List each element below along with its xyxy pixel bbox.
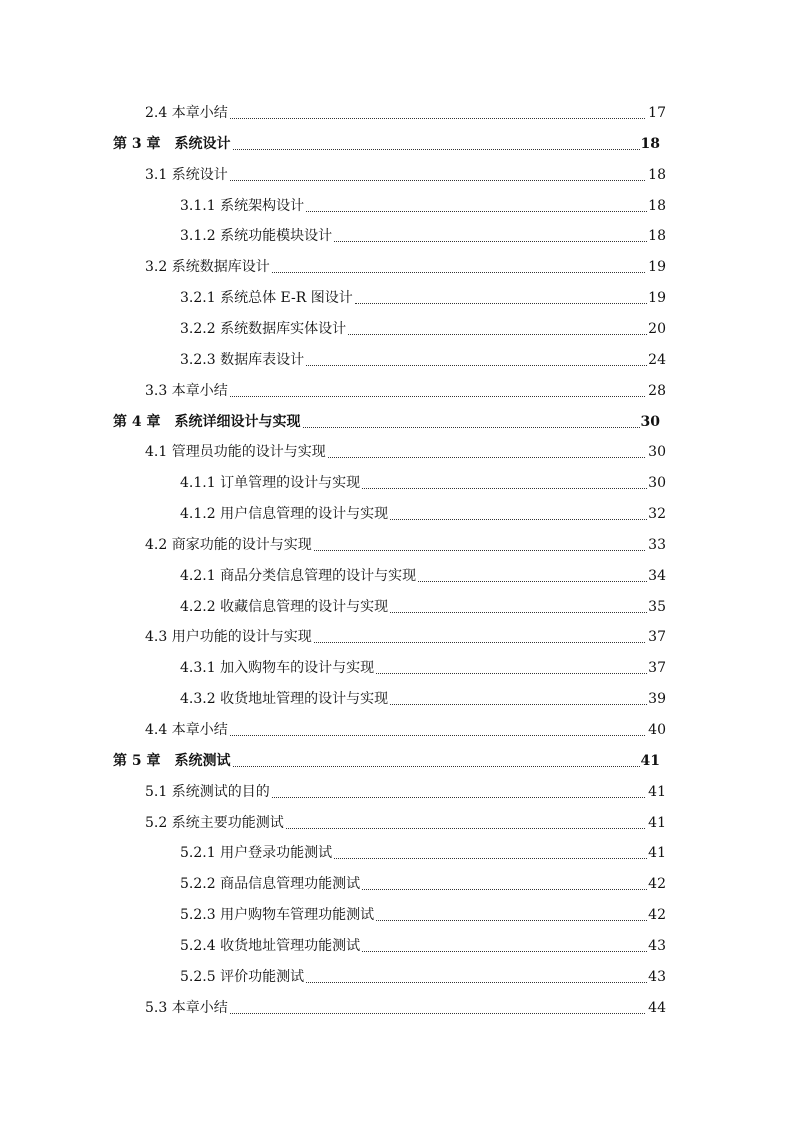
toc-entry-title: 5.2.2 商品信息管理功能测试 <box>180 876 361 892</box>
toc-page-number: 30 <box>648 444 666 460</box>
toc-page-number: 39 <box>648 691 666 707</box>
toc-dot-leader <box>314 642 645 643</box>
toc-entry-title: 4.2.1 商品分类信息管理的设计与实现 <box>180 568 417 584</box>
toc-page-number: 43 <box>648 969 666 985</box>
toc-dot-leader <box>272 272 645 273</box>
toc-page-number: 37 <box>648 629 666 645</box>
toc-section-row[interactable] <box>180 966 666 988</box>
toc-dot-leader <box>230 118 645 119</box>
toc-section-row[interactable] <box>180 225 666 247</box>
toc-dot-leader <box>328 457 645 458</box>
toc-dot-leader <box>314 550 645 551</box>
toc-dot-leader <box>306 365 647 366</box>
toc-page-number: 19 <box>648 290 666 306</box>
toc-chapter-row[interactable] <box>113 750 660 772</box>
toc-section-row[interactable] <box>180 287 666 309</box>
toc-page-number: 24 <box>648 352 666 368</box>
toc-page-number: 18 <box>648 228 666 244</box>
toc-page-number: 18 <box>640 136 660 152</box>
toc-dot-leader <box>230 396 645 397</box>
toc-section-row[interactable] <box>145 256 666 278</box>
toc-entry-title: 5.2.1 用户登录功能测试 <box>180 845 333 861</box>
toc-dot-leader <box>348 334 647 335</box>
toc-entry-title: 3.1 系统设计 <box>145 167 228 183</box>
toc-section-row[interactable] <box>145 534 666 556</box>
toc-page-number: 34 <box>648 568 666 584</box>
toc-dot-leader <box>303 427 640 428</box>
toc-entry-title: 5.2.4 收货地址管理功能测试 <box>180 938 361 954</box>
toc-page-number: 41 <box>648 784 666 800</box>
toc-entry-title: 5.2.5 评价功能测试 <box>180 969 305 985</box>
toc-page-number: 40 <box>648 722 666 738</box>
toc-dot-leader <box>362 889 647 890</box>
toc-chapter-row[interactable] <box>113 133 660 155</box>
toc-section-row[interactable] <box>180 842 666 864</box>
toc-section-row[interactable] <box>180 873 666 895</box>
toc-section-row[interactable] <box>145 997 666 1019</box>
toc-entry-title: 4.1.1 订单管理的设计与实现 <box>180 475 361 491</box>
toc-page-number: 28 <box>648 383 666 399</box>
toc-dot-leader <box>390 519 647 520</box>
toc-page-number: 41 <box>648 845 666 861</box>
toc-section-row[interactable] <box>145 719 666 741</box>
toc-entry-title: 5.1 系统测试的目的 <box>145 784 270 800</box>
toc-page-number: 37 <box>648 660 666 676</box>
toc-entry-title: 4.1 管理员功能的设计与实现 <box>145 444 326 460</box>
toc-section-row[interactable] <box>145 626 666 648</box>
toc-page-number: 42 <box>648 876 666 892</box>
toc-section-row[interactable] <box>180 657 666 679</box>
toc-chapter-row[interactable] <box>113 411 660 433</box>
toc-entry-title: 4.4 本章小结 <box>145 722 228 738</box>
toc-section-row[interactable] <box>180 195 666 217</box>
toc-entry-title: 2.4 本章小结 <box>145 105 228 121</box>
toc-section-row[interactable] <box>145 441 666 463</box>
toc-entry-title: 5.3 本章小结 <box>145 1000 228 1016</box>
toc-dot-leader <box>230 735 645 736</box>
toc-section-row[interactable] <box>145 812 666 834</box>
toc-section-row[interactable] <box>180 596 666 618</box>
toc-page-number: 30 <box>648 475 666 491</box>
toc-section-row[interactable] <box>180 565 666 587</box>
toc-entry-title: 第 3 章 系统设计 <box>113 136 231 152</box>
toc-section-row[interactable] <box>145 164 666 186</box>
toc-page-number: 18 <box>648 167 666 183</box>
toc-entry-title: 4.3.2 收货地址管理的设计与实现 <box>180 691 389 707</box>
toc-dot-leader <box>362 951 647 952</box>
toc-dot-leader <box>390 612 647 613</box>
toc-entry-title: 3.1.1 系统架构设计 <box>180 198 305 214</box>
toc-entry-title: 3.2.1 系统总体 E-R 图设计 <box>180 290 353 306</box>
toc-page-number: 41 <box>640 753 660 769</box>
toc-entry-title: 4.1.2 用户信息管理的设计与实现 <box>180 506 389 522</box>
toc-page-number: 18 <box>648 198 666 214</box>
toc-page-number: 32 <box>648 506 666 522</box>
toc-dot-leader <box>376 673 647 674</box>
toc-dot-leader <box>390 704 647 705</box>
toc-entry-title: 4.2 商家功能的设计与实现 <box>145 537 312 553</box>
toc-entry-title: 3.2 系统数据库设计 <box>145 259 270 275</box>
toc-page-number: 19 <box>648 259 666 275</box>
toc-section-row[interactable] <box>180 349 666 371</box>
toc-section-row[interactable] <box>180 688 666 710</box>
toc-dot-leader <box>355 303 647 304</box>
toc-section-row[interactable] <box>145 781 666 803</box>
toc-section-row[interactable] <box>180 503 666 525</box>
toc-page-number: 35 <box>648 599 666 615</box>
toc-section-row[interactable] <box>145 102 666 124</box>
toc-entry-title: 3.3 本章小结 <box>145 383 228 399</box>
toc-page-number: 41 <box>648 815 666 831</box>
toc-dot-leader <box>362 488 647 489</box>
toc-section-row[interactable] <box>145 380 666 402</box>
toc-dot-leader <box>306 982 647 983</box>
toc-entry-title: 5.2.3 用户购物车管理功能测试 <box>180 907 375 923</box>
toc-page-number: 43 <box>648 938 666 954</box>
toc-dot-leader <box>286 828 645 829</box>
toc-entry-title: 4.3 用户功能的设计与实现 <box>145 629 312 645</box>
toc-dot-leader <box>418 581 647 582</box>
toc-page-number: 30 <box>640 414 660 430</box>
toc-page-number: 20 <box>648 321 666 337</box>
toc-dot-leader <box>230 1013 645 1014</box>
toc-dot-leader <box>272 797 645 798</box>
toc-entry-title: 3.2.2 系统数据库实体设计 <box>180 321 347 337</box>
toc-dot-leader <box>306 211 647 212</box>
toc-entry-title: 4.3.1 加入购物车的设计与实现 <box>180 660 375 676</box>
toc-entry-title: 5.2 系统主要功能测试 <box>145 815 284 831</box>
toc-page-number: 42 <box>648 907 666 923</box>
toc-entry-title: 4.2.2 收藏信息管理的设计与实现 <box>180 599 389 615</box>
toc-dot-leader <box>233 149 640 150</box>
toc-entry-title: 第 5 章 系统测试 <box>113 753 231 769</box>
toc-dot-leader <box>233 766 640 767</box>
toc-page-number: 44 <box>648 1000 666 1016</box>
toc-dot-leader <box>334 858 647 859</box>
toc-page-number: 17 <box>648 105 666 121</box>
toc-section-row[interactable] <box>180 318 666 340</box>
toc-dot-leader <box>376 920 647 921</box>
toc-page-number: 33 <box>648 537 666 553</box>
toc-dot-leader <box>230 180 645 181</box>
toc-entry-title: 3.1.2 系统功能模块设计 <box>180 228 333 244</box>
toc-entry-title: 第 4 章 系统详细设计与实现 <box>113 414 301 430</box>
toc-section-row[interactable] <box>180 904 666 926</box>
toc-section-row[interactable] <box>180 472 666 494</box>
toc-entry-title: 3.2.3 数据库表设计 <box>180 352 305 368</box>
toc-section-row[interactable] <box>180 935 666 957</box>
toc-dot-leader <box>334 241 647 242</box>
